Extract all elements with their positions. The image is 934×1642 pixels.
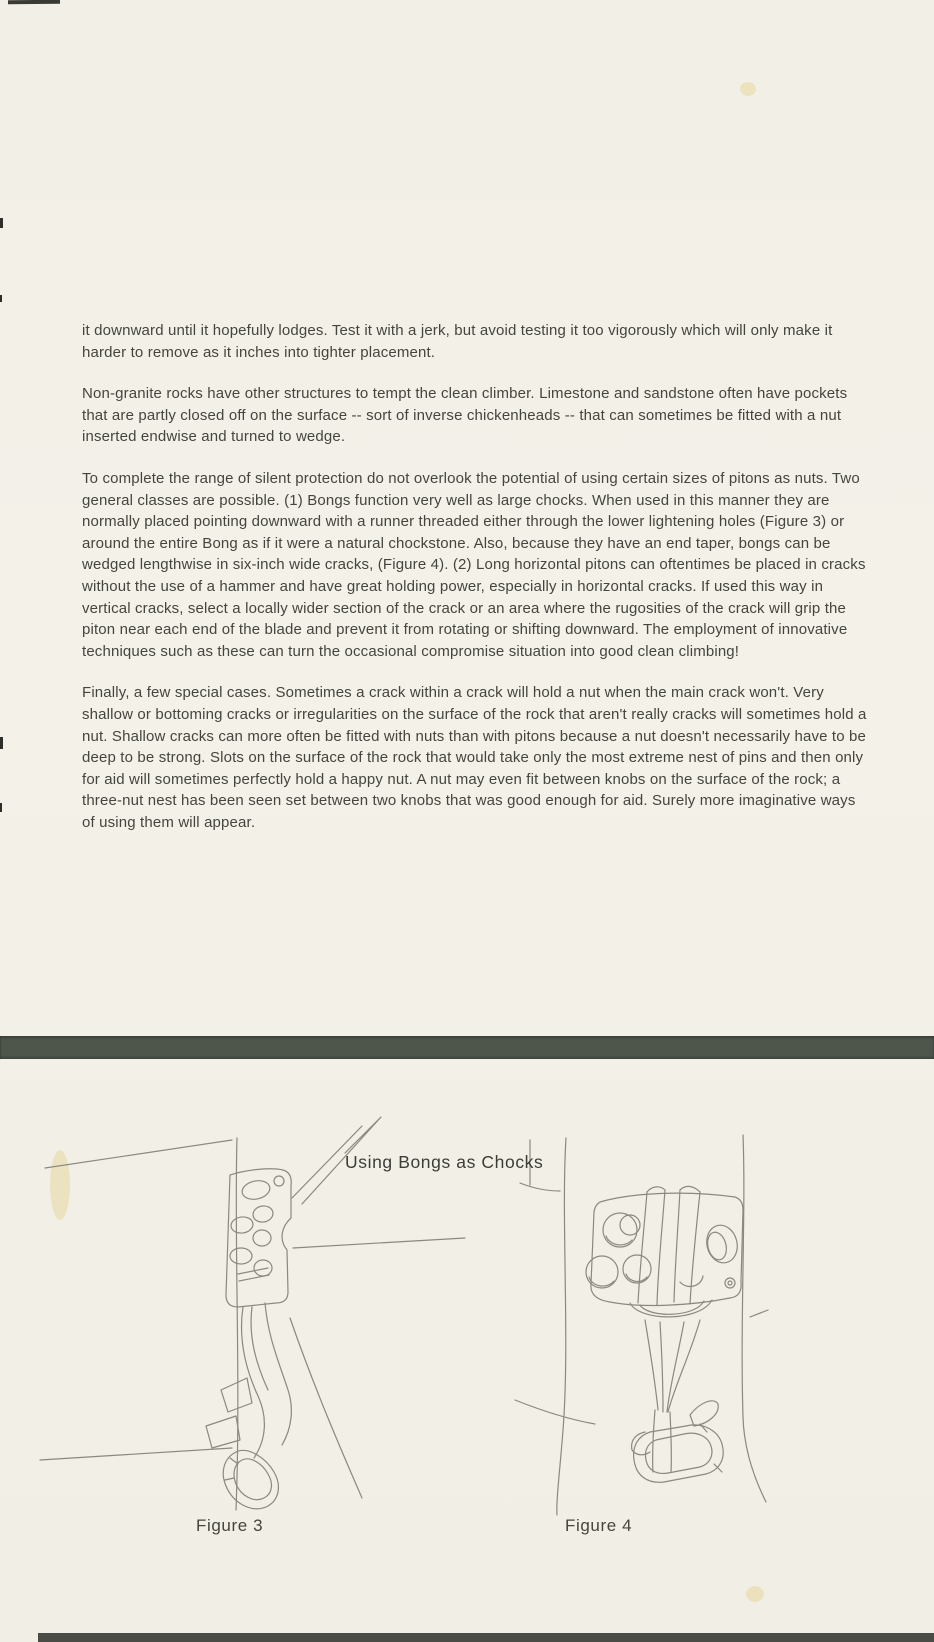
figure4-label: Figure 4: [565, 1516, 633, 1535]
paper-stain: [740, 82, 756, 96]
figure4-drawing: [515, 1135, 768, 1515]
drawing-caption: Using Bongs as Chocks: [345, 1152, 544, 1172]
figures-drawing: [0, 1060, 934, 1520]
binding-mark: [0, 295, 2, 302]
paragraph-1: it downward until it hopefully lodges. Test it with a jerk, but avoid testing it too vigorously which will only make it harder to remove as it inches into tighter placement.: [82, 322, 833, 361]
page-divider-band: [0, 1036, 934, 1059]
scan-bottom-edge: [38, 1633, 934, 1642]
binding-mark: [0, 803, 2, 812]
paragraph-2: Non-granite rocks have other structures to tempt the clean climber. Limestone and sandstone often have pockets that are partly closed off on the surface -- sort of inverse chickenheads -- that can sometimes be fitted with a nut inserted endwise and turned to wedge.: [82, 385, 848, 446]
figure-section: [0, 1060, 934, 1535]
figure3-label: Figure 3: [196, 1516, 264, 1535]
binding-mark: [0, 218, 3, 228]
paragraph-3: To complete the range of silent protection do not overlook the potential of using certain sizes of pitons as nuts. Two general classes are possible. (1) Bongs function very well as large chocks. When used in this manner they are normally placed pointing downward with a runner threaded either through the lower lightening holes (Figure 3) or around the entire Bong as if it were a natural chockstone. Also, because they have an end taper, bongs can be wedged lengthwise in six-inch wide cracks, (Figure 4). (2) Long horizontal pitons can oftentimes be placed in cracks without the use of a hammer and have great holding power, especially in horizontal cracks. If used this way in vertical cracks, select a locally wider section of the crack or an area where the rugosities of the crack will grip the piton near each end of the blade and prevent it from rotating or shifting downward. The employment of innovative techniques such as these can turn the occasional compromise situation into good clean climbing!: [82, 469, 866, 660]
figure3-drawing: [40, 1117, 465, 1510]
paper-stain: [746, 1586, 764, 1602]
binding-mark: [0, 737, 3, 749]
body-text: [82, 320, 868, 853]
paragraph-4: Finally, a few special cases. Sometimes a crack within a crack will hold a nut when the main crack won't. Very shallow or bottoming cracks or irregularities on the surface of the rock that aren't really cracks will sometimes hold a nut. Shallow cracks can more often be fitted with nuts than with pitons because a nut doesn't necessarily have to be deep to be strong. Slots on the surface of the rock that would take only the most extreme nest of pins and then only for aid will sometimes perfectly hold a happy nut. A nut may even fit between knobs on the surface of the rock; a three-nut nest has been seen set between two knobs that was good enough for aid. Surely more imaginative ways of using them will appear.: [82, 684, 867, 831]
scan-edge-mark: [8, 0, 60, 4]
